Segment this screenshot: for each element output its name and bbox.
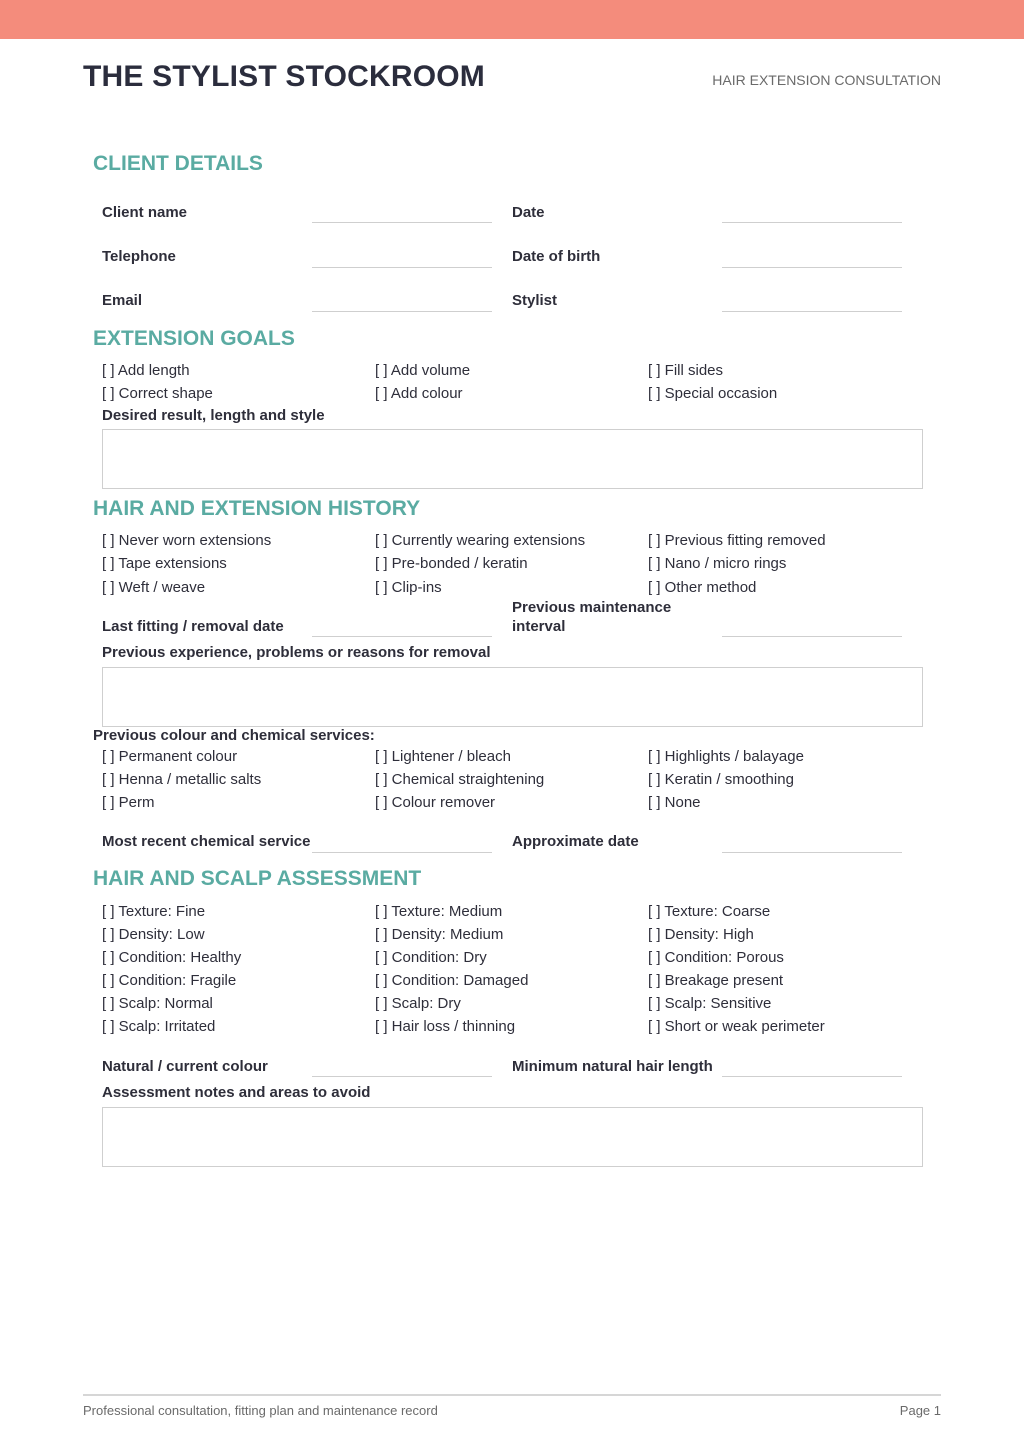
history-checkbox-clip-ins[interactable]: [ ] Clip-ins <box>375 579 442 596</box>
assessment-checkbox-texture-coarse[interactable]: [ ] Texture: Coarse <box>648 903 771 920</box>
colour-services-label: Previous colour and chemical services: <box>93 727 375 744</box>
colour-checkbox-none[interactable]: [ ] None <box>648 794 701 811</box>
last-fitting-field[interactable] <box>312 636 492 637</box>
assessment-checkbox-condition-healthy[interactable]: [ ] Condition: Healthy <box>102 949 242 966</box>
stylist-label: Stylist <box>512 292 558 309</box>
assessment-checkbox-scalp-sensitive[interactable]: [ ] Scalp: Sensitive <box>648 995 772 1012</box>
assessment-checkbox-density-low[interactable]: [ ] Density: Low <box>102 926 205 943</box>
natural-colour-label: Natural / current colour <box>102 1058 268 1075</box>
assessment-checkbox-hair-loss[interactable]: [ ] Hair loss / thinning <box>375 1018 516 1035</box>
previous-maintenance-field[interactable] <box>722 636 902 637</box>
history-checkbox-never-worn[interactable]: [ ] Never worn extensions <box>102 532 272 549</box>
date-field[interactable] <box>722 222 902 223</box>
previous-maintenance-label <box>512 598 671 636</box>
desired-result-textarea[interactable] <box>102 429 923 489</box>
goal-checkbox-special-occasion[interactable]: [ ] Special occasion <box>648 385 778 402</box>
email-field[interactable] <box>312 311 492 312</box>
assessment-checkbox-texture-fine[interactable]: [ ] Texture: Fine <box>102 903 206 920</box>
approximate-date-label: Approximate date <box>512 833 639 850</box>
date-of-birth-label: Date of birth <box>512 248 601 265</box>
minimum-length-label: Minimum natural hair length <box>512 1058 713 1075</box>
assessment-checkbox-scalp-dry[interactable]: [ ] Scalp: Dry <box>375 995 461 1012</box>
goal-checkbox-fill-sides[interactable]: [ ] Fill sides <box>648 362 724 379</box>
section-assessment-heading: HAIR AND SCALP ASSESSMENT <box>93 867 422 890</box>
history-checkbox-currently-wearing[interactable]: [ ] Currently wearing extensions <box>375 532 586 549</box>
history-checkbox-nano-micro[interactable]: [ ] Nano / micro rings <box>648 555 787 572</box>
history-checkbox-other-method[interactable]: [ ] Other method <box>648 579 757 596</box>
document-title: HAIR EXTENSION CONSULTATION <box>712 72 941 88</box>
history-checkbox-tape[interactable]: [ ] Tape extensions <box>102 555 227 572</box>
assessment-checkbox-density-high[interactable]: [ ] Density: High <box>648 926 754 943</box>
client-name-label: Client name <box>102 204 188 221</box>
last-fitting-label: Last fitting / removal date <box>102 618 284 635</box>
assessment-notes-label: Assessment notes and areas to avoid <box>102 1084 371 1101</box>
goal-checkbox-correct-shape[interactable]: [ ] Correct shape <box>102 385 213 402</box>
previous-experience-label: Previous experience, problems or reasons for removal <box>102 644 491 661</box>
history-checkbox-previous-removed[interactable]: [ ] Previous fitting removed <box>648 532 826 549</box>
colour-checkbox-chemical-straightening[interactable]: [ ] Chemical straightening <box>375 771 545 788</box>
desired-result-label: Desired result, length and style <box>102 407 325 424</box>
previous-maintenance-label-line1: Previous maintenance <box>512 599 672 616</box>
goal-checkbox-add-volume[interactable]: [ ] Add volume <box>375 362 471 379</box>
history-checkbox-weft[interactable]: [ ] Weft / weave <box>102 579 206 596</box>
assessment-checkbox-condition-damaged[interactable]: [ ] Condition: Damaged <box>375 972 529 989</box>
assessment-checkbox-condition-dry[interactable]: [ ] Condition: Dry <box>375 949 487 966</box>
colour-checkbox-permanent[interactable]: [ ] Permanent colour <box>102 748 238 765</box>
recent-chemical-field[interactable] <box>312 852 492 853</box>
assessment-checkbox-condition-porous[interactable]: [ ] Condition: Porous <box>648 949 784 966</box>
previous-experience-textarea[interactable] <box>102 667 923 727</box>
footer-divider <box>83 1394 941 1396</box>
colour-checkbox-perm[interactable]: [ ] Perm <box>102 794 155 811</box>
minimum-length-field[interactable] <box>722 1076 902 1077</box>
date-of-birth-field[interactable] <box>722 267 902 268</box>
assessment-notes-textarea[interactable] <box>102 1107 923 1167</box>
assessment-checkbox-short-perimeter[interactable]: [ ] Short or weak perimeter <box>648 1018 825 1035</box>
assessment-checkbox-density-medium[interactable]: [ ] Density: Medium <box>375 926 504 943</box>
footer-description: Professional consultation, fitting plan and maintenance record <box>83 1403 438 1418</box>
telephone-field[interactable] <box>312 267 492 268</box>
section-history-heading: HAIR AND EXTENSION HISTORY <box>93 497 421 520</box>
assessment-checkbox-scalp-normal[interactable]: [ ] Scalp: Normal <box>102 995 213 1012</box>
date-label: Date <box>512 204 545 221</box>
stylist-field[interactable] <box>722 311 902 312</box>
client-name-field[interactable] <box>312 222 492 223</box>
assessment-checkbox-breakage-present[interactable]: [ ] Breakage present <box>648 972 784 989</box>
top-accent-bar <box>0 0 1024 39</box>
goal-checkbox-add-colour[interactable]: [ ] Add colour <box>375 385 463 402</box>
section-extension-goals-heading: EXTENSION GOALS <box>93 327 295 350</box>
telephone-label: Telephone <box>102 248 176 265</box>
section-client-details-heading: CLIENT DETAILS <box>93 152 263 175</box>
colour-checkbox-colour-remover[interactable]: [ ] Colour remover <box>375 794 496 811</box>
colour-checkbox-keratin[interactable]: [ ] Keratin / smoothing <box>648 771 794 788</box>
assessment-checkbox-texture-medium[interactable]: [ ] Texture: Medium <box>375 903 503 920</box>
history-checkbox-pre-bonded[interactable]: [ ] Pre-bonded / keratin <box>375 555 528 572</box>
brand-title: THE STYLIST STOCKROOM <box>83 60 485 93</box>
page-number: Page 1 <box>899 1403 941 1418</box>
email-label: Email <box>102 292 143 309</box>
assessment-checkbox-scalp-irritated[interactable]: [ ] Scalp: Irritated <box>102 1018 216 1035</box>
recent-chemical-label: Most recent chemical service <box>102 833 311 850</box>
goal-checkbox-add-length[interactable]: [ ] Add length <box>102 362 190 379</box>
assessment-checkbox-condition-fragile[interactable]: [ ] Condition: Fragile <box>102 972 237 989</box>
colour-checkbox-lightener[interactable]: [ ] Lightener / bleach <box>375 748 511 765</box>
colour-checkbox-henna[interactable]: [ ] Henna / metallic salts <box>102 771 262 788</box>
previous-maintenance-label-line2: interval <box>512 618 566 635</box>
colour-checkbox-highlights[interactable]: [ ] Highlights / balayage <box>648 748 804 765</box>
approximate-date-field[interactable] <box>722 852 902 853</box>
natural-colour-field[interactable] <box>312 1076 492 1077</box>
